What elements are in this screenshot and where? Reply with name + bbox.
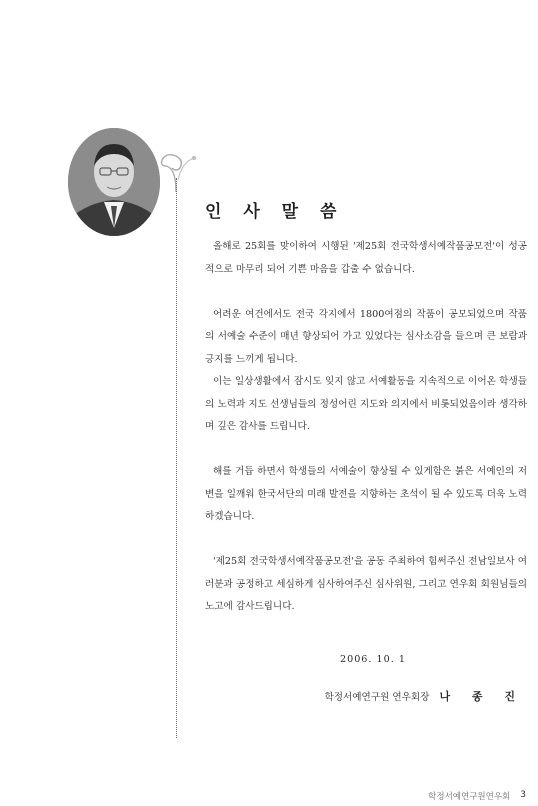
page-number: 3 xyxy=(520,790,526,800)
signature-name: 나 종 진 xyxy=(439,690,524,703)
swirl-ornament-icon xyxy=(160,148,200,194)
letter-date: 2006. 10. 1 xyxy=(340,654,406,665)
paragraph: 올해로 25회를 맞이하여 시행된 '제25회 전국학생서예작품공모전'이 성공적으로 마무리 되어 기쁜 마음을 갑출 수 없습니다. xyxy=(205,241,527,275)
footer-org: 학정서예연구원연우회 xyxy=(428,792,511,802)
page-footer xyxy=(428,790,526,802)
paragraph: 해를 거듭 하면서 학생들의 서예술이 향상될 수 있게함은 붉은 서예인의 저변을 일깨워 한국서단의 미래 발전을 지향하는 초석이 될 수 있도록 더욱 노력하겠습니다. xyxy=(205,466,527,522)
paragraph: 이는 일상생활에서 잠시도 잊지 않고 서예활동을 지속적으로 이어온 학생들의 노력과 지도 선생님들의 정성어린 지도와 의지에서 비롯되었음이라 생각하며 깊은 감사를 드립니다. xyxy=(205,376,527,432)
letter-body xyxy=(205,236,527,619)
author-portrait xyxy=(68,128,160,236)
vertical-divider xyxy=(176,178,177,738)
paragraph: '제25회 전국학생서예작품공모전'을 공동 주최하여 힘써주신 전남일보사 여러분과 공정하고 세심하게 심사하여주신 심사위원, 그리고 연우회 회원님들의 노고에 감사드립니다. xyxy=(205,556,527,612)
signature-title: 학정서예연구원 연우회장 xyxy=(324,692,430,703)
signature-block xyxy=(324,688,524,704)
page-title: 인 사 말 씀 xyxy=(205,202,345,222)
paragraph: 어려운 여건에서도 전국 각지에서 1800여점의 작품이 공모되었으며 작품의 서예술 수준이 매년 향상되어 가고 있었다는 심사소감을 들으며 큰 보람과 긍지를 느끼게 됩니다. xyxy=(205,308,527,365)
